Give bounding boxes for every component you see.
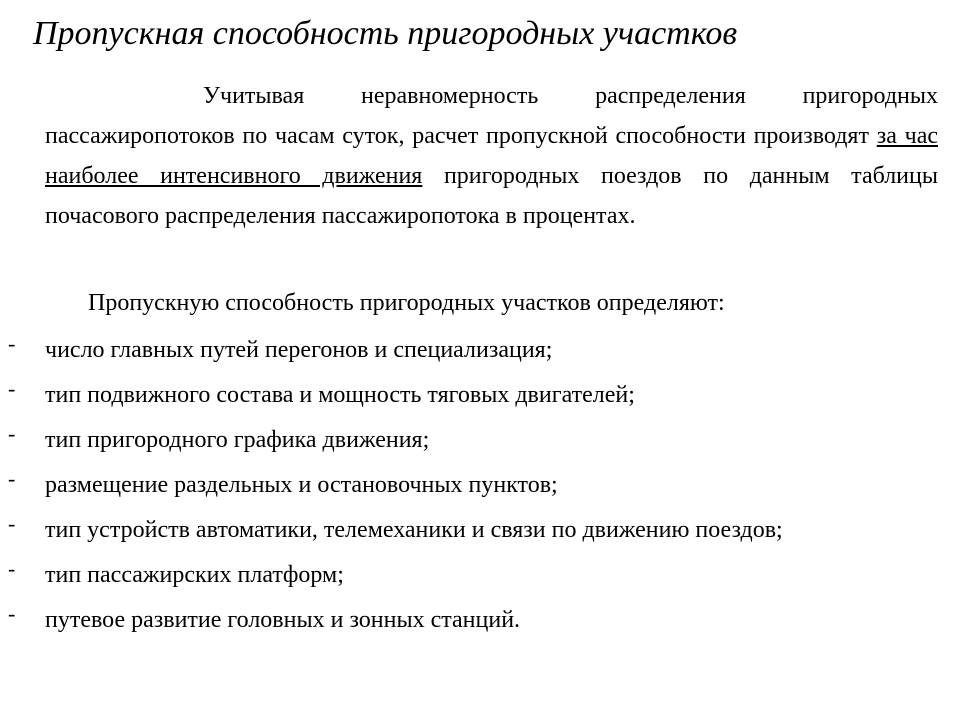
list-item-text: путевое развитие головных и зонных станций. [45, 607, 521, 633]
list-item [0, 555, 960, 595]
list-item-text: тип устройств автоматики, телемеханики и связи по движению поездов; [45, 517, 783, 543]
list-item-text: тип пассажирских платформ; [45, 562, 344, 588]
criteria-list [0, 330, 960, 640]
list-item [0, 600, 960, 640]
bullet-dash: - [8, 511, 16, 536]
list-item [0, 420, 960, 460]
intro-paragraph [45, 76, 938, 236]
criteria-heading: Пропускную способность пригородных участков определяют: [88, 290, 725, 316]
list-item [0, 375, 960, 415]
list-item-text: размещение раздельных и остановочных пунктов; [45, 472, 558, 498]
list-item [0, 330, 960, 370]
bullet-dash: - [8, 376, 16, 401]
bullet-dash: - [8, 421, 16, 446]
slide-title: Пропускная способность пригородных участков [33, 15, 738, 52]
bullet-dash: - [8, 466, 16, 491]
list-item [0, 510, 960, 550]
intro-text-end: пригородных поездов по данным таблицы почасового распределения пассажиропотока в процентах. [45, 163, 938, 229]
bullet-dash: - [8, 556, 16, 581]
list-item-text: тип пригородного графика движения; [45, 427, 430, 453]
list-item-text: тип подвижного состава и мощность тяговых двигателей; [45, 382, 635, 408]
bullet-dash: - [8, 601, 16, 626]
emphasized-phrase: за час наиболее интенсивного движения [45, 123, 939, 189]
list-item [0, 465, 960, 505]
list-item-text: число главных путей перегонов и специализация; [45, 337, 553, 363]
bullet-dash: - [8, 331, 16, 356]
intro-text-start: Учитывая неравномерность распределения пригородных пассажиропотоков по часам суток, расчет пропускной способности производят [45, 83, 938, 149]
